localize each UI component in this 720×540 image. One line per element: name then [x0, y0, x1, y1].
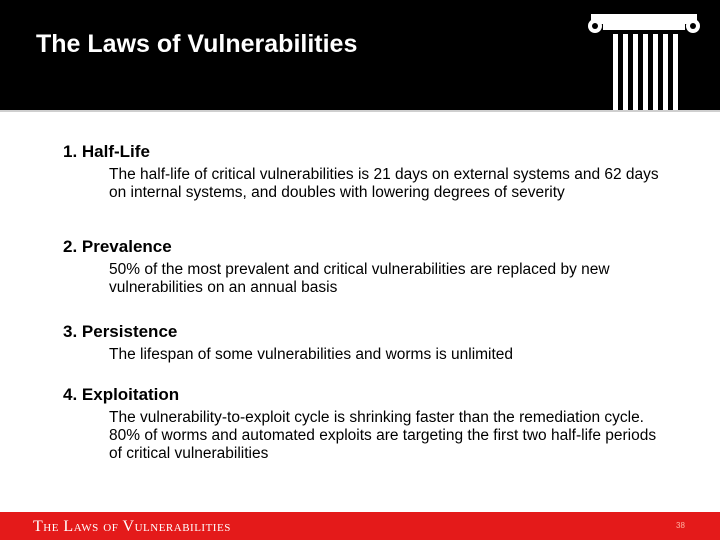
page-number: 38	[676, 521, 685, 530]
slide-footer	[0, 512, 720, 540]
law-description: 50% of the most prevalent and critical vulnerabilities are replaced by new vulnerabilities on an annual basis	[109, 261, 610, 296]
law-description: The half-life of critical vulnerabilities is 21 days on external systems and 62 days on internal systems, and doubles with lowering degrees of severity	[109, 166, 659, 201]
footer-brand: The Laws of Vulnerabilities	[33, 518, 231, 535]
law-heading: 3. Persistence	[63, 322, 178, 341]
slide-title: The Laws of Vulnerabilities	[36, 30, 358, 58]
law-description: The lifespan of some vulnerabilities and worms is unlimited	[109, 346, 514, 363]
law-heading: 1. Half-Life	[63, 142, 150, 161]
law-description: The vulnerability-to-exploit cycle is shrinking faster than the remediation cycle. 80% of worms and automated exploits are targeting the first two half-life periods of critical vulnerabilities	[109, 409, 657, 462]
pillar-icon	[583, 10, 705, 110]
law-heading: 4. Exploitation	[63, 385, 180, 404]
law-heading: 2. Prevalence	[63, 237, 172, 256]
slide-header	[0, 0, 720, 112]
